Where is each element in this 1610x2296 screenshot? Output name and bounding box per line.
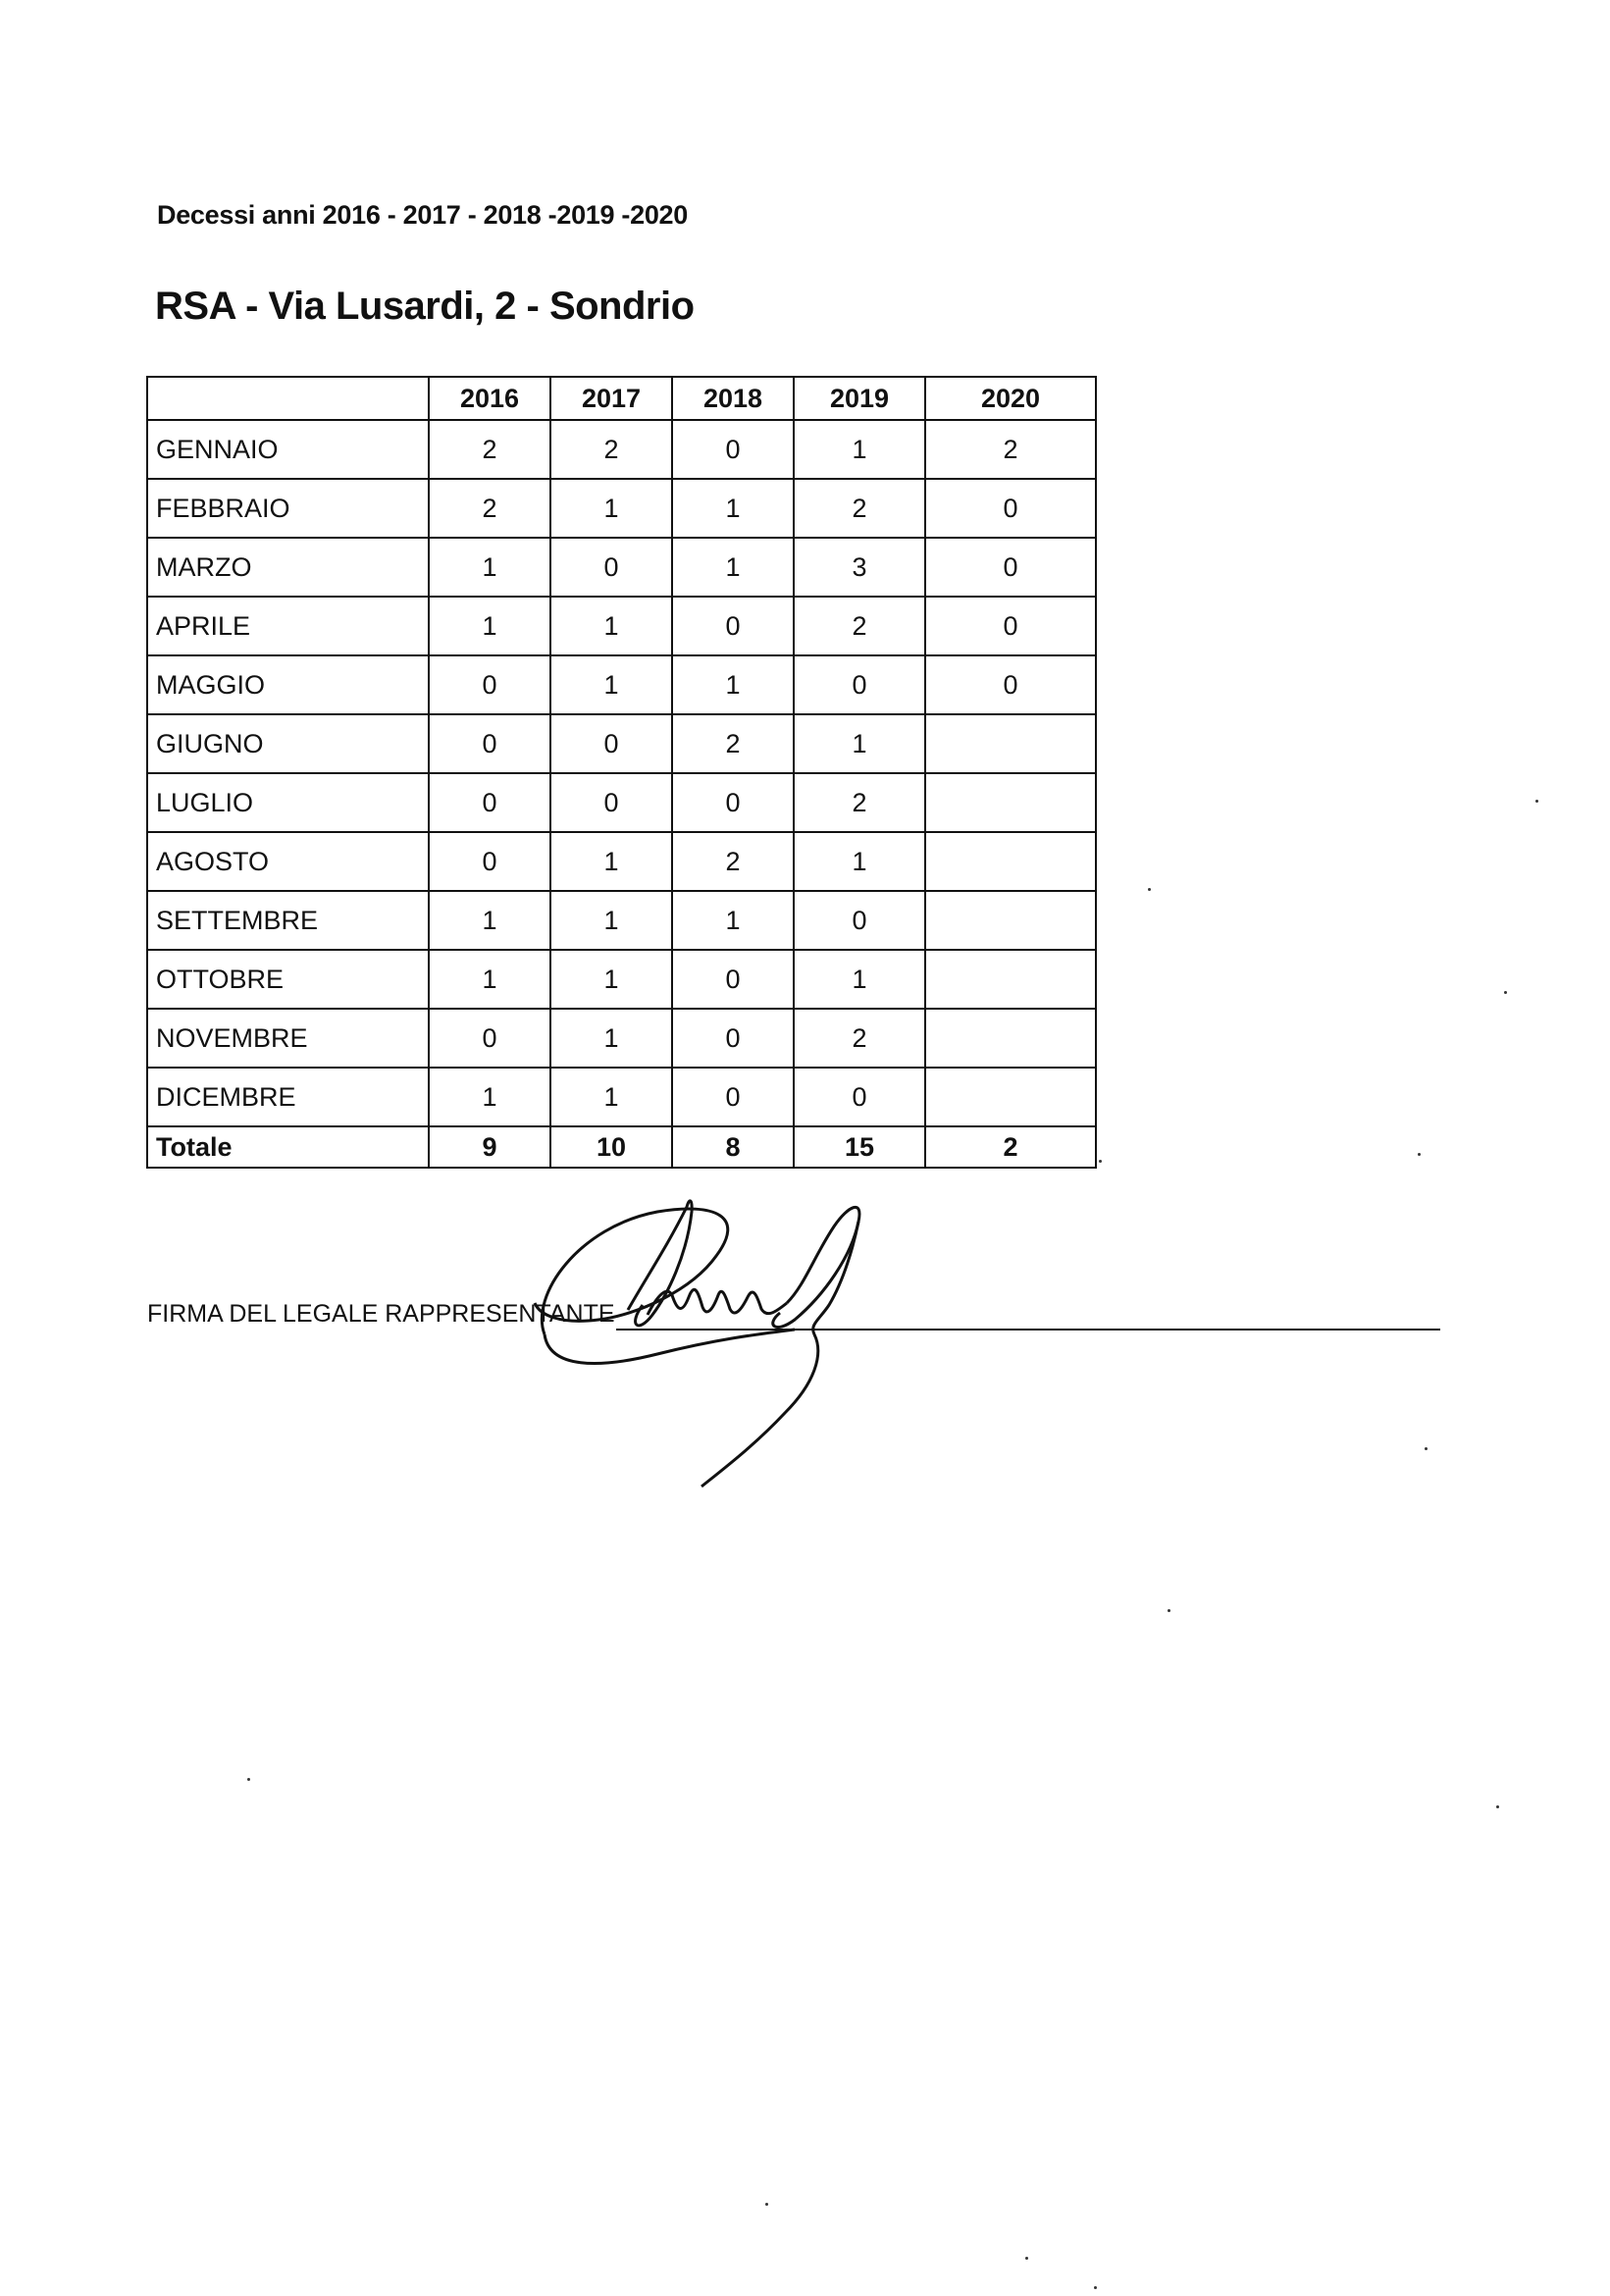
value-cell: 2	[672, 832, 794, 891]
month-cell: SETTEMBRE	[147, 891, 429, 950]
value-cell: 0	[429, 773, 550, 832]
value-cell: 0	[672, 1009, 794, 1068]
value-cell: 0	[925, 597, 1096, 655]
scan-speck	[1418, 1153, 1421, 1156]
scan-speck	[1425, 1447, 1428, 1450]
document-subtitle: Decessi anni 2016 - 2017 - 2018 -2019 -2020	[157, 200, 688, 230]
month-cell: LUGLIO	[147, 773, 429, 832]
column-header: 2018	[672, 377, 794, 420]
scan-speck	[247, 1778, 250, 1781]
value-cell	[925, 891, 1096, 950]
value-cell: 2	[794, 1009, 925, 1068]
table-row	[147, 773, 1096, 832]
table-row	[147, 420, 1096, 479]
scan-speck	[1025, 2257, 1028, 2260]
month-cell: AGOSTO	[147, 832, 429, 891]
column-header: 2020	[925, 377, 1096, 420]
value-cell: 0	[925, 538, 1096, 597]
signature-stroke	[701, 1222, 858, 1487]
document-title: RSA - Via Lusardi, 2 - Sondrio	[155, 285, 695, 328]
table-header-row	[147, 377, 1096, 420]
value-cell: 0	[925, 655, 1096, 714]
table-row	[147, 1068, 1096, 1126]
value-cell: 0	[550, 773, 672, 832]
value-cell: 0	[429, 832, 550, 891]
value-cell: 1	[550, 597, 672, 655]
value-cell: 0	[794, 891, 925, 950]
month-cell: MARZO	[147, 538, 429, 597]
month-cell: APRILE	[147, 597, 429, 655]
value-cell	[925, 714, 1096, 773]
value-cell: 1	[794, 832, 925, 891]
total-label: Totale	[147, 1126, 429, 1168]
value-cell: 2	[794, 773, 925, 832]
value-cell: 2	[925, 420, 1096, 479]
total-row	[147, 1126, 1096, 1168]
value-cell: 2	[794, 479, 925, 538]
table-row	[147, 597, 1096, 655]
header-blank-cell	[147, 377, 429, 420]
value-cell	[925, 773, 1096, 832]
signature-label: FIRMA DEL LEGALE RAPPRESENTANTE	[147, 1300, 615, 1328]
table-row	[147, 479, 1096, 538]
value-cell	[925, 950, 1096, 1009]
value-cell: 1	[550, 832, 672, 891]
value-cell: 0	[672, 773, 794, 832]
value-cell: 0	[672, 597, 794, 655]
scan-speck	[1099, 1160, 1102, 1163]
value-cell: 1	[429, 950, 550, 1009]
value-cell: 1	[429, 597, 550, 655]
value-cell: 1	[672, 538, 794, 597]
value-cell: 1	[672, 655, 794, 714]
value-cell: 1	[550, 950, 672, 1009]
total-value-cell: 15	[794, 1126, 925, 1168]
value-cell: 0	[550, 538, 672, 597]
scan-speck	[1496, 1805, 1499, 1808]
value-cell	[925, 1068, 1096, 1126]
handwritten-signature	[520, 1187, 981, 1501]
value-cell: 0	[429, 714, 550, 773]
value-cell: 1	[429, 891, 550, 950]
month-cell: OTTOBRE	[147, 950, 429, 1009]
value-cell: 0	[550, 714, 672, 773]
value-cell: 1	[550, 479, 672, 538]
value-cell: 2	[550, 420, 672, 479]
value-cell: 3	[794, 538, 925, 597]
value-cell: 1	[672, 479, 794, 538]
table-row	[147, 1009, 1096, 1068]
signature-stroke	[535, 1209, 728, 1334]
value-cell: 0	[794, 1068, 925, 1126]
value-cell: 2	[429, 420, 550, 479]
scan-speck	[1094, 2286, 1097, 2289]
total-value-cell: 10	[550, 1126, 672, 1168]
value-cell: 0	[672, 1068, 794, 1126]
column-header: 2019	[794, 377, 925, 420]
value-cell: 1	[429, 538, 550, 597]
scan-speck	[1148, 888, 1151, 891]
column-header: 2016	[429, 377, 550, 420]
scan-speck	[1504, 991, 1507, 994]
value-cell: 0	[672, 950, 794, 1009]
table-row	[147, 714, 1096, 773]
table-row	[147, 950, 1096, 1009]
table-row	[147, 832, 1096, 891]
value-cell: 1	[550, 1068, 672, 1126]
scan-speck	[765, 2203, 768, 2206]
value-cell: 1	[429, 1068, 550, 1126]
table-row	[147, 655, 1096, 714]
total-value-cell: 8	[672, 1126, 794, 1168]
scan-speck	[1168, 1609, 1170, 1612]
value-cell: 0	[794, 655, 925, 714]
total-value-cell: 2	[925, 1126, 1096, 1168]
value-cell: 1	[550, 891, 672, 950]
value-cell: 0	[429, 1009, 550, 1068]
signature-stroke	[648, 1289, 787, 1315]
value-cell: 1	[794, 950, 925, 1009]
value-cell: 1	[672, 891, 794, 950]
signature-stroke	[545, 1330, 795, 1364]
value-cell: 2	[794, 597, 925, 655]
table-body	[147, 420, 1096, 1168]
table-row	[147, 891, 1096, 950]
value-cell: 2	[429, 479, 550, 538]
month-cell: MAGGIO	[147, 655, 429, 714]
deaths-table	[146, 376, 1097, 1169]
month-cell: NOVEMBRE	[147, 1009, 429, 1068]
month-cell: GENNAIO	[147, 420, 429, 479]
value-cell: 1	[550, 655, 672, 714]
month-cell: GIUGNO	[147, 714, 429, 773]
scan-speck	[1535, 800, 1538, 803]
value-cell: 0	[672, 420, 794, 479]
table-row	[147, 538, 1096, 597]
value-cell	[925, 1009, 1096, 1068]
value-cell	[925, 832, 1096, 891]
column-header: 2017	[550, 377, 672, 420]
value-cell: 1	[794, 714, 925, 773]
total-value-cell: 9	[429, 1126, 550, 1168]
month-cell: FEBBRAIO	[147, 479, 429, 538]
month-cell: DICEMBRE	[147, 1068, 429, 1126]
value-cell: 1	[550, 1009, 672, 1068]
value-cell: 2	[672, 714, 794, 773]
value-cell: 0	[429, 655, 550, 714]
value-cell: 0	[925, 479, 1096, 538]
value-cell: 1	[794, 420, 925, 479]
